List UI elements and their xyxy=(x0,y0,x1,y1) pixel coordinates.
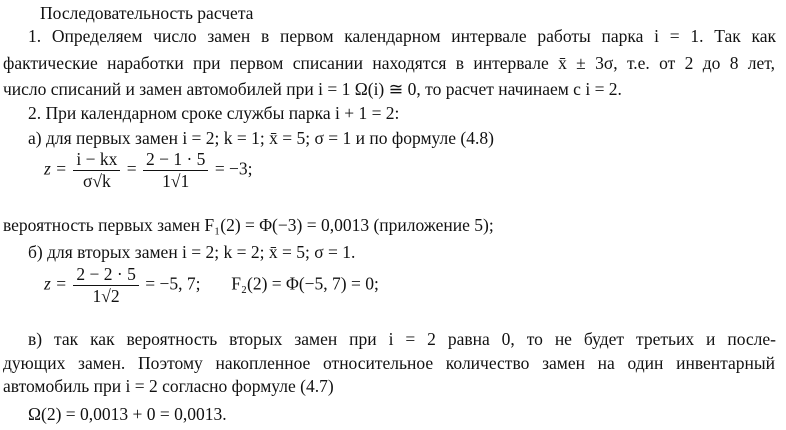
formula-f2: F₂(2) = Φ(−5, 7) = 0; xyxy=(231,273,379,294)
formula-lhs: z = xyxy=(44,273,67,294)
fraction-substituted xyxy=(143,150,208,191)
paragraph-b: б) для вторых замен i = 2; k = 2; x̄ = 5; σ = 1. xyxy=(28,242,356,262)
section-heading: Последовательность расчета xyxy=(40,3,254,23)
formula-lhs: z = xyxy=(44,158,67,179)
fraction-denominator: 1√2 xyxy=(92,286,120,306)
paragraph-2: 2. При календарном сроке службы парка i + 1 = 2: xyxy=(28,103,400,123)
formula-result: = −5, 7; xyxy=(145,273,201,294)
fraction-numerator: 2 − 1 · 5 xyxy=(143,150,208,171)
fraction-numerator: 2 − 2 · 5 xyxy=(73,265,138,286)
paragraph-v-line-2: дующих замен. Поэтому накопленное относительное количество замен на один инвентарный xyxy=(3,353,775,373)
probability-first-replacement: вероятность первых замен F₁(2) = Φ(−3) = 0,0013 (приложение 5); xyxy=(3,215,494,235)
paragraph-1-line-1: 1. Определяем число замен в первом календарном интервале работы парка i = 1. Так как xyxy=(28,26,776,46)
fraction-denominator: σ√k xyxy=(82,171,111,191)
fraction-numerator: i − kx xyxy=(73,150,120,171)
paragraph-a: а) для первых замен i = 2; k = 1; x̄ = 5; σ = 1 и по формуле (4.8) xyxy=(28,128,494,148)
formula-z-first xyxy=(44,150,253,191)
fraction-denominator: 1√1 xyxy=(162,171,190,191)
final-formula: Ω(2) = 0,0013 + 0 = 0,0013. xyxy=(28,404,227,424)
formula-result: = −3; xyxy=(214,158,253,179)
paragraph-v-line-1: в) так как вероятность вторых замен при i = 2 равна 0, то не будет третьих и после- xyxy=(28,329,776,349)
fraction-substituted xyxy=(73,265,138,306)
paragraph-v-line-3: автомобиль при i = 2 согласно формуле (4.7) xyxy=(3,376,334,396)
paragraph-1-line-3: число списаний и замен автомобилей при i = 1 Ω(i) ≅ 0, то расчет начинаем с i = 2. xyxy=(3,79,622,99)
paragraph-1-line-2: фактические наработки при первом списании находятся в интервале x̄ ± 3σ, т.е. от 2 до 8 лет, xyxy=(3,53,775,73)
equals-sign: = xyxy=(126,158,137,179)
formula-z-second xyxy=(44,265,379,306)
fraction-general xyxy=(73,150,120,191)
